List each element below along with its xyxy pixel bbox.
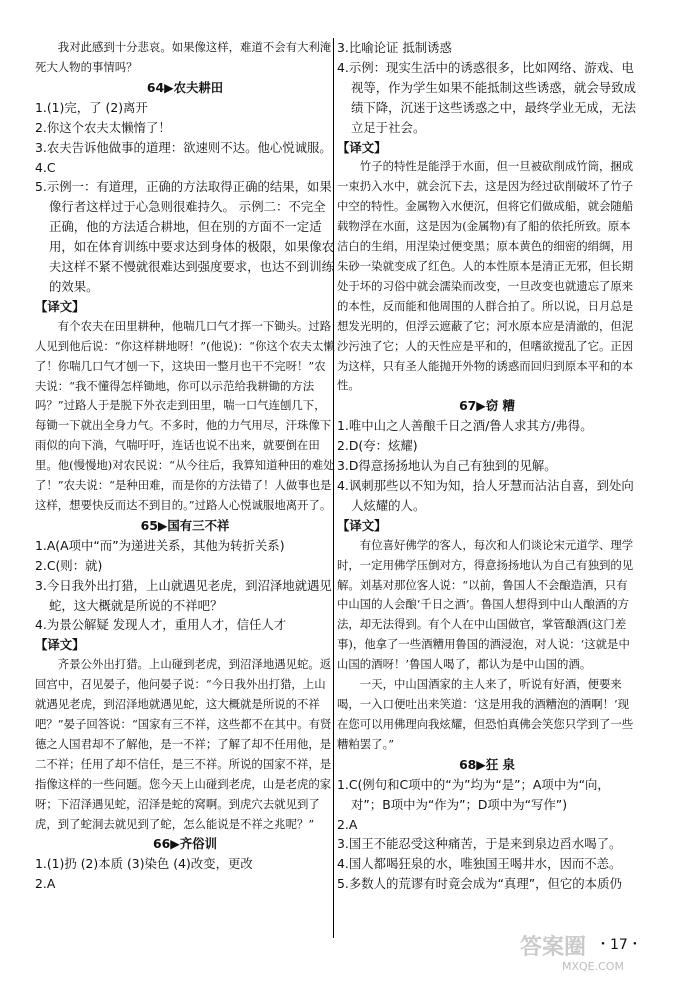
s64-item-1: 1.(1)完，了 (2)离开 <box>35 99 148 115</box>
s66-translation-heading: 【译文】 <box>337 139 387 155</box>
s65-translation-heading: 【译文】 <box>35 637 85 653</box>
section-64-title: 64▶农夫耕田 <box>146 79 224 95</box>
section-66-title: 66▶齐俗训 <box>153 836 217 852</box>
s64-translation: 有个农夫在田里耕种，他喘几口气才挥一下锄头。过路人见到他后说：“你这样耕地呀！”(他说)：“你这个农夫太懒了！你喘几口气才刨一下，这块田一整月也干不完呀！”农夫说：“我不懂得怎样锄地，你可以示范给我耕锄的方法吗？”过路人于是脱下外衣走到田里，喘一口气连刨几下，每锄一下就出全身力气。不多时，他的力气用尽，汗珠像下雨似的向下淌，气喘吁吁，连话也说不出来，就要倒在田里。他(慢慢地)对农民说：“从今往后，我算知道种田的难处了！”农夫说：“是种田难，而是你的方法错了！人做事也是这样，想要快反而达不到目的。”过路人心悦诚服地离开了。 <box>35 318 335 512</box>
s67-item-1: 1.唯中山之人善酿千日之酒/鲁人求其方/弗得。 <box>337 418 593 434</box>
s68-item-2: 2.A <box>337 816 358 832</box>
s67-translation-1: 有位喜好佛学的客人，每次和人们谈论宋元道学、理学时，一定用佛学压倒对方，得意扬扬地认为自己有独到的见解。刘基对那位客人说：“以前，鲁国人不会酿造酒，只有中山国的人会酿‘千日之酒’。鲁国人想得到中山人酿酒的方法，却无法得到。有个人在中山国做官，掌管酿酒(这门差事)，他拿了一些酒糟用鲁国的酒浸泡，对人说：‘这就是中山国的酒呀！’鲁国人喝了，都认为是中山国的酒。 <box>337 537 634 672</box>
s67-item-4: 4.讽刺那些以不知为知，拾人牙慧而沾沾自喜，到处向人炫耀的人。 <box>337 478 634 513</box>
s67-item-2: 2.D(夸：炫耀) <box>337 438 418 454</box>
section-65-title: 65▶国有三不祥 <box>140 517 230 533</box>
intro-paragraph: 我对此感到十分悲哀。如果像这样，难道不会有大利淹死大人物的事情吗？ <box>35 40 332 74</box>
s68-item-3: 3.国王不能忍受这种痛苦，于是来到泉边舀水喝了。 <box>337 836 622 852</box>
s66-translation: 竹子的特性是能浮于水面，但一旦被砍削成竹筒，捆成一束扔入水中，就会沉下去，这是因为经过砍削破坏了竹子中空的特性。金属物入水便沉，但将它们做成船，就会随船载物浮在水面，这是因为(金属物)有了船的依托所致。原本洁白的生绢，用涅染过便变黑；原本黄色的细密的绢绸，用朱砂一染就变成了红色。人的本性原本是清正无邪，但长期处于坏的习俗中就会濡染而改变，一旦改变也就遗忘了原来的本性，反而能和他周围的人群合拍了。所以说，日月总是想发光明的，但浮云遮蔽了它；河水原本应是清澈的，但泥沙污浊了它；人的天性应是平和的，但嗜欲搅乱了它。正因为这样，只有圣人能抛开外物的诱惑而回归到原本平和的本性。 <box>337 159 634 393</box>
s64-item-3: 3.农夫告诉他做事的道理：欲速则不达。他心悦诚服。 <box>35 139 332 155</box>
page-number: ・17・ <box>596 937 642 953</box>
s68-item-5: 5.多数人的荒谬有时竟会成为“真理”，但它的本质仍 <box>337 876 622 892</box>
s65-item-2: 2.C(则：就) <box>35 557 103 573</box>
s64-item-5: 5.示例一：有道理，正确的方法取得正确的结果，如果像行者这样过于心急则很难持久。 示例二：不完全正确，他的方法适合耕地，但在别的方面不一定适用，如在体育训练中要求达到身体的极限，如果像农夫这样不紧不慢就很难达到强度要求，也达不到训练的效果。 <box>35 179 334 294</box>
s67-item-3: 3.D得意扬扬地认为自己有独到的见解。 <box>337 458 557 474</box>
s65-item-4: 4.为景公解疑 发现人才，重用人才，信任人才 <box>35 617 287 633</box>
s68-item-1: 1.C(例句和C项中的“为”均为“是”；A项中为“向，对”；B项中为“作为”；D项中为“写作”) <box>337 776 610 812</box>
watermark-logo: 答案圈 <box>520 935 587 960</box>
s65-translation: 齐景公外出打猎。上山碰到老虎，到沼泽地遇见蛇。返回宫中，召见晏子，他问晏子说：“今日我外出打猎，上山就遇见老虎，到沼泽地就遇见蛇，这大概就是所说的不祥吧？”晏子回答说：“国家有三不祥，这些都不在其中。有贤德之人国君却不了解他，是一不祥；了解了却不任用他，是二不祥；任用了却不信任，是三不祥。所说的国家不祥，是指像这样的一些问题。您今天上山碰到老虎，山是老虎的家呀；下沼泽遇见蛇，沼泽是蛇的窝啊。到虎穴去就见到了虎，到了蛇洞去就见到了蛇，怎么能说是不祥之兆呢？” <box>35 657 332 831</box>
s64-translation-heading: 【译文】 <box>35 298 85 314</box>
s68-item-4: 4.国人都喝狂泉的水，唯独国王喝井水，因而不恙。 <box>337 856 622 872</box>
s67-translation-heading: 【译文】 <box>337 517 387 533</box>
s64-item-4: 4.C <box>35 159 56 175</box>
watermark-url: MXQE.COM <box>562 960 624 973</box>
left-column <box>35 38 335 894</box>
s66-item-2: 2.A <box>35 876 56 892</box>
s66-item-4: 4.示例：现实生活中的诱惑很多，比如网络、游戏、电视等，作为学生如果不能抵制这些诱惑，就会导致成绩下降，沉迷于这些诱惑之中，最终学业无成，无法立足于社会。 <box>337 59 636 135</box>
right-column <box>337 38 637 894</box>
s64-item-2: 2.你这个农夫太懒惰了！ <box>35 119 171 135</box>
section-67-title: 67▶窃 糟 <box>459 398 515 414</box>
section-68-title: 68▶狂 泉 <box>459 756 515 772</box>
s66-item-1: 1.(1)扔 (2)本质 (3)染色 (4)改变，更改 <box>35 856 253 872</box>
s65-item-1: 1.A(A项中“而”为递进关系，其他为转折关系) <box>35 537 285 553</box>
s65-item-3: 3.今日我外出打猎，上山就遇见老虎，到沼泽地就遇见蛇，这大概就是所说的不祥吧？ <box>35 577 332 613</box>
s66-item-3: 3.比喻论证 抵制诱惑 <box>337 40 452 55</box>
s67-translation-2: 一天，中山国酒家的主人来了，听说有好酒，便要来喝，一入口便吐出来笑道：‘这是用我的酒糟泡的酒啊！’现在您可以用佛理向我炫耀，但恐怕真佛会笑您只学到了一些糟粕罢了。” <box>337 677 634 751</box>
